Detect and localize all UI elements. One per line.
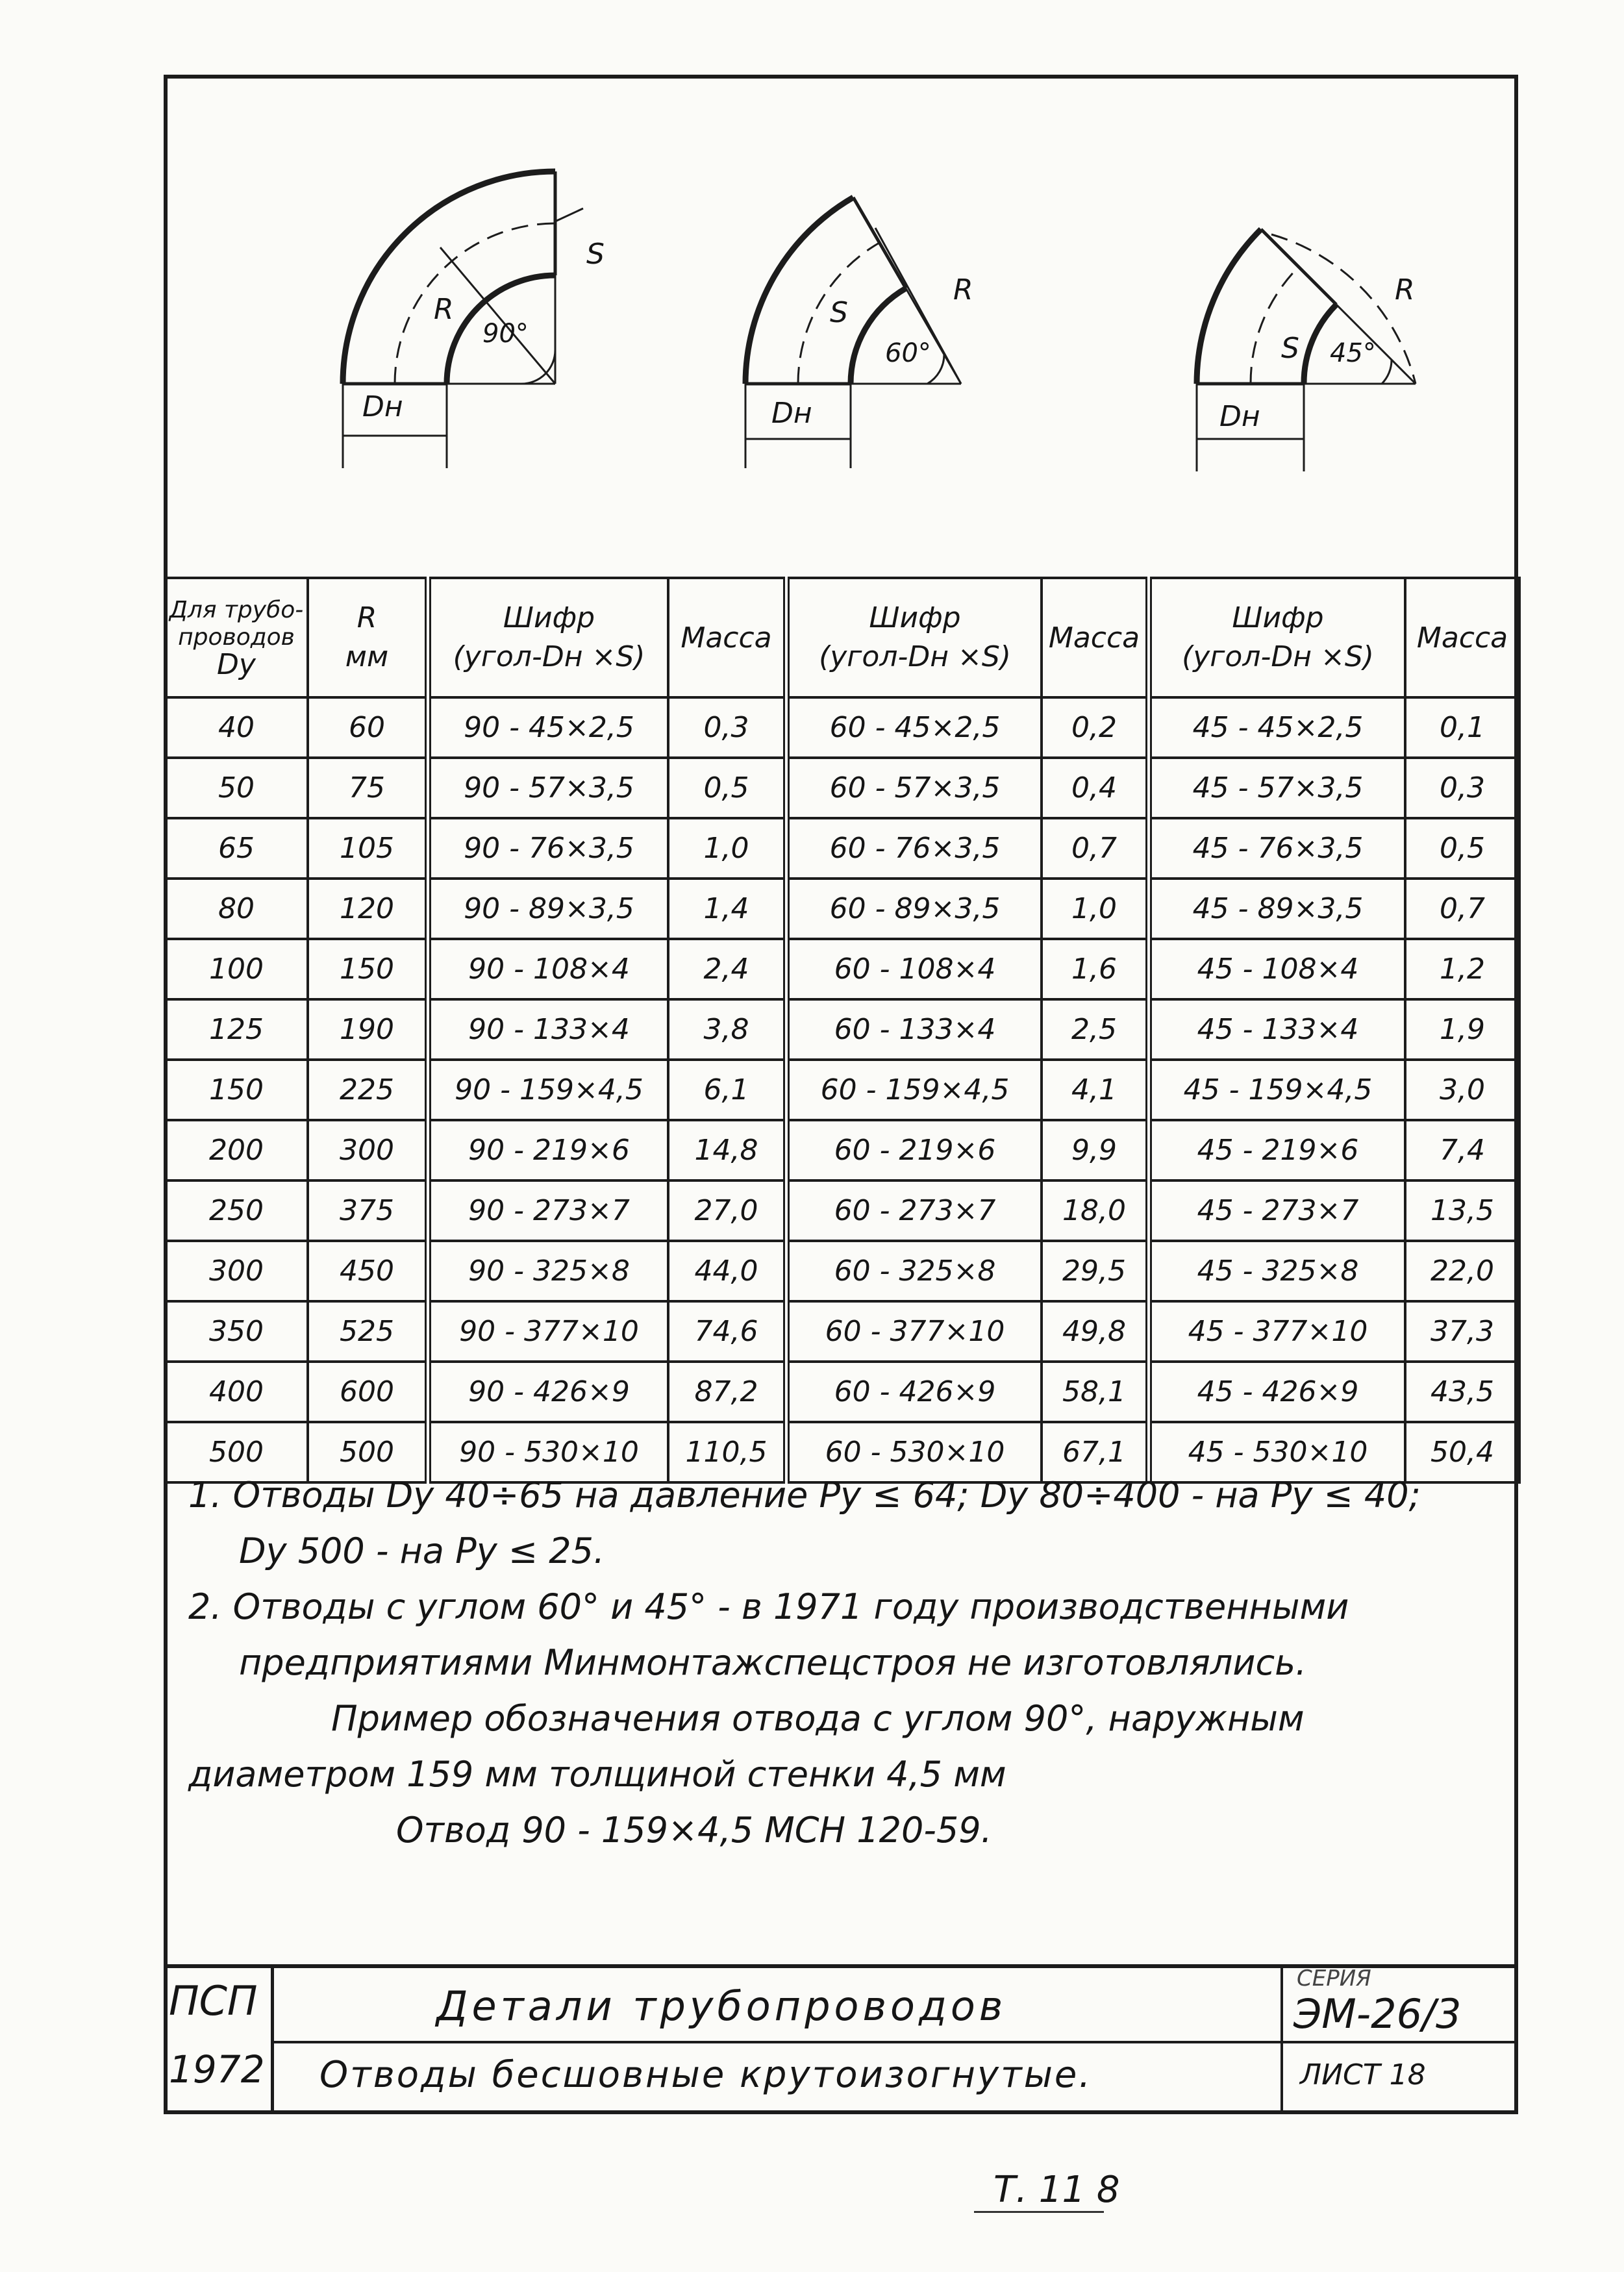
cell-dy: 125 <box>165 999 308 1060</box>
cell-mass-60: 29,5 <box>1042 1241 1149 1301</box>
sheet-number: ЛИСТ 18 <box>1300 2058 1426 2091</box>
cell-mass-90: 0,3 <box>668 697 786 758</box>
cell-r: 150 <box>308 939 428 999</box>
cell-cipher-60: 60 - 377×10 <box>786 1301 1042 1362</box>
cell-mass-90: 0,5 <box>668 758 786 818</box>
cell-mass-90: 14,8 <box>668 1120 786 1180</box>
bend60-s-label: S <box>830 296 848 329</box>
cell-cipher-90: 90 - 377×10 <box>428 1301 668 1362</box>
cell-cipher-90: 90 - 273×7 <box>428 1180 668 1241</box>
header-mass-60: Масса <box>1042 578 1149 697</box>
cell-dy: 50 <box>165 758 308 818</box>
year: 1972 <box>169 2047 265 2091</box>
cell-mass-60: 18,0 <box>1042 1180 1149 1241</box>
cell-mass-90: 6,1 <box>668 1060 786 1120</box>
title-block <box>164 1964 1518 2110</box>
table-row <box>165 1301 1519 1362</box>
cell-mass-90: 87,2 <box>668 1362 786 1422</box>
bend45-r-label: R <box>1395 273 1415 306</box>
bend90-dn-label: Dн <box>362 390 403 423</box>
cell-r: 450 <box>308 1241 428 1301</box>
note-1-line-1: 1. Отводы Dy 40÷65 на давление Py ≤ 64; Dy 80÷400 - на Py ≤ 40; <box>188 1475 1421 1516</box>
bend90-r-label: R <box>434 293 454 326</box>
cell-cipher-90: 90 - 133×4 <box>428 999 668 1060</box>
cell-r: 525 <box>308 1301 428 1362</box>
cell-mass-60: 58,1 <box>1042 1362 1149 1422</box>
cell-cipher-45: 45 - 76×3,5 <box>1149 818 1405 879</box>
bend45-s-label: S <box>1281 332 1299 365</box>
cell-mass-60: 2,5 <box>1042 999 1149 1060</box>
cell-cipher-45: 45 - 57×3,5 <box>1149 758 1405 818</box>
series-label: СЕРИЯ <box>1297 1966 1371 1991</box>
cell-r: 60 <box>308 697 428 758</box>
cell-cipher-45: 45 - 377×10 <box>1149 1301 1405 1362</box>
table-row <box>165 1180 1519 1241</box>
cell-mass-45: 0,7 <box>1405 879 1519 939</box>
cell-mass-45: 50,4 <box>1405 1422 1519 1482</box>
cell-cipher-45: 45 - 273×7 <box>1149 1180 1405 1241</box>
table-row <box>165 939 1519 999</box>
bend-drawings <box>168 79 1514 585</box>
header-cipher-60: Шифр (угол-Dн ×S) <box>786 578 1042 697</box>
cell-mass-45: 0,5 <box>1405 818 1519 879</box>
bend90-angle-label: 90° <box>482 319 529 349</box>
header-mass-90: Масса <box>668 578 786 697</box>
cell-mass-60: 49,8 <box>1042 1301 1149 1362</box>
cell-r: 75 <box>308 758 428 818</box>
example-line-2: диаметром 159 мм толщиной стенки 4,5 мм <box>188 1754 1006 1795</box>
cell-cipher-90: 90 - 57×3,5 <box>428 758 668 818</box>
header-dy: Для трубо- проводов Dy <box>165 578 308 697</box>
cell-cipher-90: 90 - 219×6 <box>428 1120 668 1180</box>
cell-mass-90: 3,8 <box>668 999 786 1060</box>
cell-mass-90: 44,0 <box>668 1241 786 1301</box>
cell-cipher-60: 60 - 159×4,5 <box>786 1060 1042 1120</box>
cell-mass-90: 2,4 <box>668 939 786 999</box>
cell-cipher-60: 60 - 133×4 <box>786 999 1042 1060</box>
cell-cipher-90: 90 - 76×3,5 <box>428 818 668 879</box>
cell-mass-45: 1,9 <box>1405 999 1519 1060</box>
cell-cipher-90: 90 - 426×9 <box>428 1362 668 1422</box>
cell-dy: 400 <box>165 1362 308 1422</box>
cell-dy: 200 <box>165 1120 308 1180</box>
table-row <box>165 1060 1519 1120</box>
cell-cipher-60: 60 - 273×7 <box>786 1180 1042 1241</box>
cell-cipher-60: 60 - 57×3,5 <box>786 758 1042 818</box>
drawing-area <box>168 79 1514 585</box>
note-1-line-2: Dy 500 - на Py ≤ 25. <box>239 1530 605 1571</box>
bend45-angle-label: 45° <box>1330 338 1376 368</box>
header-r: R мм <box>308 578 428 697</box>
page-mark: Т. 11 8 <box>993 2169 1120 2211</box>
bend60-dn-label: Dн <box>771 397 812 430</box>
notes-section <box>188 1467 1500 1858</box>
table-row <box>165 1120 1519 1180</box>
header-cipher-45: Шифр (угол-Dн ×S) <box>1149 578 1405 697</box>
cell-cipher-60: 60 - 45×2,5 <box>786 697 1042 758</box>
cell-dy: 150 <box>165 1060 308 1120</box>
cell-cipher-60: 60 - 108×4 <box>786 939 1042 999</box>
cell-r: 375 <box>308 1180 428 1241</box>
table-row <box>165 1241 1519 1301</box>
table-row <box>165 818 1519 879</box>
cell-cipher-45: 45 - 108×4 <box>1149 939 1405 999</box>
table-row <box>165 1362 1519 1422</box>
cell-mass-90: 1,0 <box>668 818 786 879</box>
cell-mass-45: 1,2 <box>1405 939 1519 999</box>
cell-cipher-60: 60 - 325×8 <box>786 1241 1042 1301</box>
example-line-1: Пример обозначения отвода с углом 90°, наружным <box>331 1698 1305 1739</box>
cell-cipher-60: 60 - 76×3,5 <box>786 818 1042 879</box>
title-block-mid-rule <box>271 2041 1518 2043</box>
org-code: ПСП <box>169 1977 258 2025</box>
cell-cipher-60: 60 - 219×6 <box>786 1120 1042 1180</box>
cell-cipher-90: 90 - 89×3,5 <box>428 879 668 939</box>
cell-r: 600 <box>308 1362 428 1422</box>
table-row <box>165 999 1519 1060</box>
cell-dy: 100 <box>165 939 308 999</box>
series-code: ЭМ-26/3 <box>1293 1990 1462 2038</box>
cell-mass-45: 22,0 <box>1405 1241 1519 1301</box>
page-mark-underline <box>974 2211 1104 2213</box>
drawing-title: Детали трубопроводов <box>436 1982 1007 2030</box>
cell-cipher-60: 60 - 89×3,5 <box>786 879 1042 939</box>
cell-cipher-90: 90 - 108×4 <box>428 939 668 999</box>
cell-mass-60: 0,7 <box>1042 818 1149 879</box>
cell-dy: 65 <box>165 818 308 879</box>
cell-mass-60: 4,1 <box>1042 1060 1149 1120</box>
cell-cipher-45: 45 - 530×10 <box>1149 1422 1405 1482</box>
cell-r: 300 <box>308 1120 428 1180</box>
cell-mass-45: 7,4 <box>1405 1120 1519 1180</box>
cell-mass-90: 110,5 <box>668 1422 786 1482</box>
cell-cipher-45: 45 - 219×6 <box>1149 1120 1405 1180</box>
example-line-3: Отвод 90 - 159×4,5 МСН 120-59. <box>396 1810 992 1851</box>
cell-dy: 500 <box>165 1422 308 1482</box>
cell-mass-60: 67,1 <box>1042 1422 1149 1482</box>
header-mass-45: Масса <box>1405 578 1519 697</box>
cell-cipher-60: 60 - 530×10 <box>786 1422 1042 1482</box>
table-row <box>165 697 1519 758</box>
cell-r: 190 <box>308 999 428 1060</box>
cell-mass-90: 1,4 <box>668 879 786 939</box>
cell-mass-60: 0,2 <box>1042 697 1149 758</box>
cell-mass-45: 0,3 <box>1405 758 1519 818</box>
cell-mass-90: 74,6 <box>668 1301 786 1362</box>
cell-mass-90: 27,0 <box>668 1180 786 1241</box>
title-block-right-rule <box>1280 1964 1283 2110</box>
spec-table <box>164 577 1521 1484</box>
cell-cipher-60: 60 - 426×9 <box>786 1362 1042 1422</box>
cell-dy: 300 <box>165 1241 308 1301</box>
table-row <box>165 879 1519 939</box>
cell-cipher-90: 90 - 325×8 <box>428 1241 668 1301</box>
cell-mass-60: 1,6 <box>1042 939 1149 999</box>
cell-mass-45: 43,5 <box>1405 1362 1519 1422</box>
cell-mass-45: 13,5 <box>1405 1180 1519 1241</box>
table-row <box>165 758 1519 818</box>
header-cipher-90: Шифр (угол-Dн ×S) <box>428 578 668 697</box>
cell-mass-45: 3,0 <box>1405 1060 1519 1120</box>
bend90-s-label: S <box>586 238 605 271</box>
cell-mass-60: 9,9 <box>1042 1120 1149 1180</box>
cell-mass-60: 1,0 <box>1042 879 1149 939</box>
bend60-r-label: R <box>953 273 973 306</box>
cell-cipher-45: 45 - 325×8 <box>1149 1241 1405 1301</box>
cell-r: 105 <box>308 818 428 879</box>
bend60-angle-label: 60° <box>885 338 931 368</box>
drawing-subtitle: Отводы бесшовные крутоизогнутые. <box>319 2054 1093 2096</box>
cell-r: 225 <box>308 1060 428 1120</box>
table-header-row <box>165 578 1519 697</box>
cell-cipher-45: 45 - 159×4,5 <box>1149 1060 1405 1120</box>
cell-r: 120 <box>308 879 428 939</box>
cell-cipher-90: 90 - 159×4,5 <box>428 1060 668 1120</box>
cell-mass-45: 0,1 <box>1405 697 1519 758</box>
cell-cipher-45: 45 - 89×3,5 <box>1149 879 1405 939</box>
cell-dy: 250 <box>165 1180 308 1241</box>
cell-r: 500 <box>308 1422 428 1482</box>
cell-dy: 80 <box>165 879 308 939</box>
cell-cipher-45: 45 - 133×4 <box>1149 999 1405 1060</box>
bend45-dn-label: Dн <box>1219 400 1260 433</box>
cell-dy: 40 <box>165 697 308 758</box>
bend-90-drawing <box>343 171 583 468</box>
cell-mass-60: 0,4 <box>1042 758 1149 818</box>
cell-mass-45: 37,3 <box>1405 1301 1519 1362</box>
cell-cipher-90: 90 - 45×2,5 <box>428 697 668 758</box>
bend-45-drawing <box>1197 229 1416 471</box>
note-2-line-2: предприятиями Минмонтажспецстроя не изготовлялись. <box>239 1642 1307 1683</box>
cell-cipher-90: 90 - 530×10 <box>428 1422 668 1482</box>
cell-cipher-45: 45 - 426×9 <box>1149 1362 1405 1422</box>
note-2-line-1: 2. Отводы с углом 60° и 45° - в 1971 году производственными <box>188 1586 1349 1627</box>
cell-dy: 350 <box>165 1301 308 1362</box>
cell-cipher-45: 45 - 45×2,5 <box>1149 697 1405 758</box>
